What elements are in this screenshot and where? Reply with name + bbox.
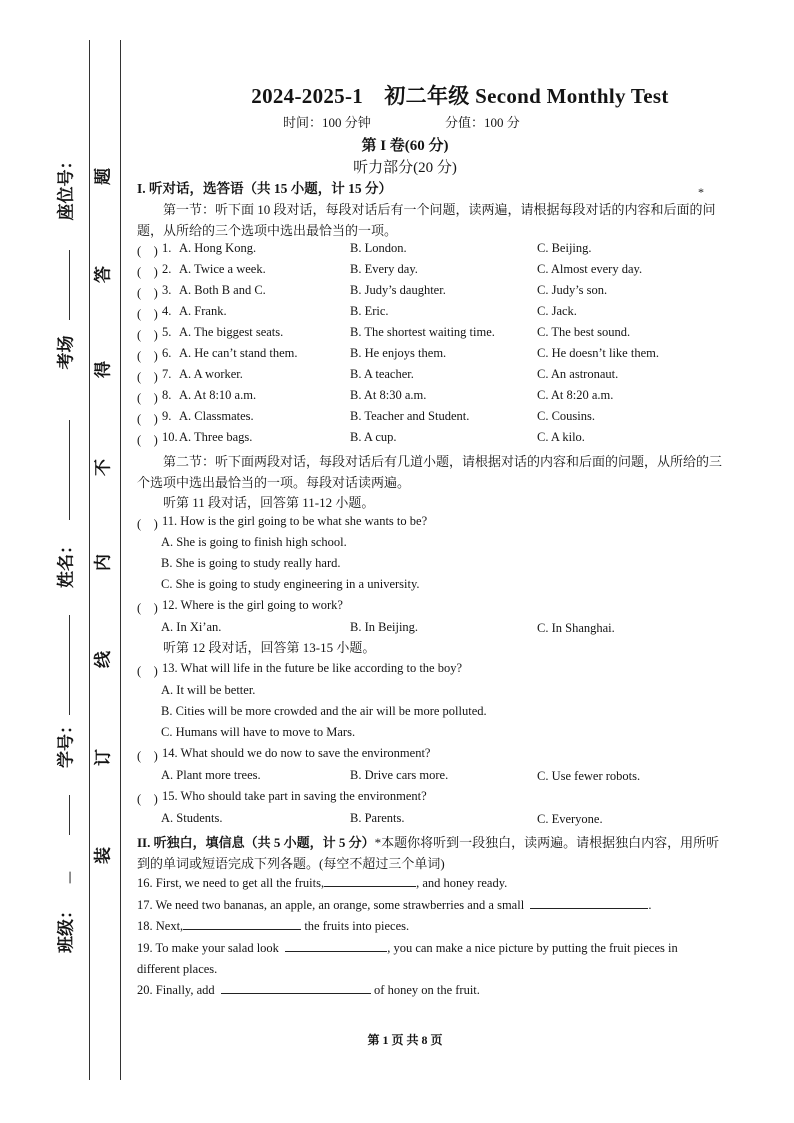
q14-option-a: A. Plant more trees. bbox=[161, 768, 261, 782]
section1-part2-instruction: 第二节：听下面两段对话，每段对话后有几道小题，请根据对话的内容和后面的问题，从所给的三个选项中选出最恰当的一项。每段对话读两遍。 bbox=[137, 454, 723, 490]
option-c: C. At 8:20 a.m. bbox=[537, 388, 614, 402]
answer-bracket[interactable]: ( ) bbox=[137, 792, 158, 806]
answer-blank[interactable] bbox=[530, 896, 648, 909]
answer-blank[interactable] bbox=[285, 939, 387, 952]
part-title: 第 I 卷(60 分) bbox=[361, 138, 449, 154]
answer-bracket[interactable]: ( ) bbox=[137, 307, 158, 321]
q15-option-b: B. Parents. bbox=[350, 811, 405, 825]
option-c: C. Almost every day. bbox=[537, 262, 643, 276]
question-number: 4. bbox=[162, 304, 172, 318]
q12-option-c: C. In Shanghai. bbox=[537, 621, 615, 635]
q13-option-b: B. Cities will be more crowded and the air will be more polluted. bbox=[161, 704, 487, 718]
option-b: B. A cup. bbox=[350, 430, 397, 444]
seal-char-da: 答 bbox=[93, 266, 114, 283]
option-a: A. He can’t stand them. bbox=[179, 346, 298, 360]
option-c: C. An astronaut. bbox=[537, 367, 619, 381]
binding-line-inner bbox=[120, 40, 121, 1080]
exam-title: 2024-2025-1 初二年级 Second Monthly Test bbox=[251, 84, 669, 108]
option-c: C. Judy’s son. bbox=[537, 283, 608, 297]
question-stem: 12. Where is the girl going to work? bbox=[162, 598, 343, 612]
answer-bracket[interactable]: ( ) bbox=[137, 349, 158, 363]
mcq-row bbox=[137, 346, 722, 367]
section1-part1-instruction: 第一节：听下面 10 段对话，每段对话后有一个问题，读两遍，请根据每段对话的内容和后面的问题，从所给的三个选项中选出最恰当的一项。 bbox=[137, 202, 716, 238]
q11-option-a: A. She is going to finish high school. bbox=[161, 535, 347, 549]
question-number: 2. bbox=[162, 262, 172, 276]
question-stem: 14. What should we do now to save the environment? bbox=[162, 746, 431, 760]
option-c: C. Cousins. bbox=[537, 409, 596, 423]
mcq-row bbox=[137, 304, 722, 325]
section2-heading: II. 听独白，填信息（共 5 小题，计 5 分） bbox=[137, 835, 375, 850]
option-c: C. Jack. bbox=[537, 304, 577, 318]
answer-bracket[interactable]: ( ) bbox=[137, 601, 158, 615]
exam-score: 分值：100 分 bbox=[445, 115, 520, 130]
q13-option-a: A. It will be better. bbox=[161, 683, 256, 697]
option-b: B. Teacher and Student. bbox=[350, 409, 470, 423]
q11-option-c: C. She is going to study engineering in a university. bbox=[161, 577, 420, 591]
mcq-row bbox=[137, 283, 722, 304]
option-a: A. A worker. bbox=[179, 367, 243, 381]
question-12 bbox=[137, 598, 722, 619]
mcq-row bbox=[137, 388, 722, 409]
mcq-row bbox=[137, 430, 722, 451]
fill-item-16: 16. First, we need to get all the fruits, , and honey ready. bbox=[137, 876, 508, 890]
question-number: 6. bbox=[162, 346, 172, 360]
seat-number-label: 座位号： bbox=[56, 152, 77, 221]
answer-bracket[interactable]: ( ) bbox=[137, 433, 158, 447]
option-b: B. Every day. bbox=[350, 262, 418, 276]
q11-option-b: B. She is going to study really hard. bbox=[161, 556, 341, 570]
option-a: A. Hong Kong. bbox=[179, 241, 257, 255]
id-blank-line bbox=[69, 795, 70, 835]
answer-bracket[interactable]: ( ) bbox=[137, 328, 158, 342]
q12-option-a: A. In Xi’an. bbox=[161, 620, 222, 634]
mcq-row bbox=[137, 367, 722, 388]
answer-bracket[interactable]: ( ) bbox=[137, 664, 158, 678]
answer-bracket[interactable]: ( ) bbox=[137, 265, 158, 279]
mcq-row bbox=[137, 262, 722, 283]
asterisk-mark: * bbox=[698, 185, 704, 199]
answer-bracket[interactable]: ( ) bbox=[137, 749, 158, 763]
q15-option-a: A. Students. bbox=[161, 811, 223, 825]
fill-item-17: 17. We need two bananas, an apple, an orange, some strawberries and a small . bbox=[137, 898, 652, 912]
question-number: 10. bbox=[162, 430, 178, 444]
seal-char-zhuang: 装 bbox=[93, 847, 114, 864]
option-c: C. A kilo. bbox=[537, 430, 585, 444]
seal-char-bu: 不 bbox=[93, 459, 114, 476]
question-stem: 13. What will life in the future be like according to the boy? bbox=[162, 661, 463, 675]
option-c: C. He doesn’t like them. bbox=[537, 346, 659, 360]
exam-time: 时间：100 分钟 bbox=[283, 115, 371, 130]
question-number: 3. bbox=[162, 283, 172, 297]
option-a: A. Classmates. bbox=[179, 409, 254, 423]
option-c: C. The best sound. bbox=[537, 325, 631, 339]
seal-char-nei: 内 bbox=[93, 554, 114, 571]
q14-option-c: C. Use fewer robots. bbox=[537, 769, 641, 783]
question-number: 9. bbox=[162, 409, 172, 423]
mcq-row bbox=[137, 325, 722, 346]
q15-option-c: C. Everyone. bbox=[537, 812, 603, 826]
option-a: A. The biggest seats. bbox=[179, 325, 284, 339]
option-a: A. Twice a week. bbox=[179, 262, 266, 276]
option-b: B. Eric. bbox=[350, 304, 389, 318]
answer-blank[interactable] bbox=[183, 917, 301, 930]
name-blank-line bbox=[69, 615, 70, 715]
question-number: 7. bbox=[162, 367, 172, 381]
page-number: 第 1 页 共 8 页 bbox=[367, 1033, 443, 1047]
question-number: 8. bbox=[162, 388, 172, 402]
question-number: 1. bbox=[162, 241, 172, 255]
option-b: B. At 8:30 a.m. bbox=[350, 388, 427, 402]
seal-char-xian: 线 bbox=[93, 651, 114, 668]
mcq-row bbox=[137, 409, 722, 430]
mcq-row bbox=[137, 241, 722, 262]
question-15 bbox=[137, 789, 722, 810]
fill-item-18: 18. Next, the fruits into pieces. bbox=[137, 919, 410, 933]
section2-intro bbox=[137, 832, 722, 874]
dialog12-intro: 听第 12 段对话，回答第 13-15 小题。 bbox=[163, 640, 376, 655]
seal-char-de: 得 bbox=[93, 361, 114, 378]
q14-option-b: B. Drive cars more. bbox=[350, 768, 449, 782]
dash-mark: — bbox=[62, 871, 78, 884]
answer-bracket[interactable]: ( ) bbox=[137, 517, 158, 531]
section1-heading: I. 听对话，选答语（共 15 小题，计 15 分） bbox=[137, 181, 393, 196]
question-stem: 11. How is the girl going to be what she wants to be? bbox=[162, 514, 428, 528]
answer-bracket[interactable]: ( ) bbox=[137, 412, 158, 426]
option-b: B. The shortest waiting time. bbox=[350, 325, 495, 339]
answer-bracket[interactable]: ( ) bbox=[137, 286, 158, 300]
option-a: A. At 8:10 a.m. bbox=[179, 388, 257, 402]
answer-bracket[interactable]: ( ) bbox=[137, 370, 158, 384]
seat-blank-line bbox=[69, 250, 70, 320]
answer-bracket[interactable]: ( ) bbox=[137, 391, 158, 405]
question-stem: 15. Who should take part in saving the environment? bbox=[162, 789, 427, 803]
answer-blank[interactable] bbox=[221, 981, 371, 994]
option-a: A. Three bags. bbox=[179, 430, 253, 444]
option-b: B. London. bbox=[350, 241, 407, 255]
q13-option-c: C. Humans will have to move to Mars. bbox=[161, 725, 356, 739]
seal-char-ti: 题 bbox=[93, 168, 114, 185]
fill-item-20: 20. Finally, add of honey on the fruit. bbox=[137, 983, 480, 997]
student-id-label: 学号： bbox=[56, 717, 77, 768]
option-b: B. He enjoys them. bbox=[350, 346, 447, 360]
exam-room-label: 考场 bbox=[56, 335, 77, 370]
option-a: A. Frank. bbox=[179, 304, 227, 318]
name-label: 姓名： bbox=[56, 537, 77, 588]
option-a: A. Both B and C. bbox=[179, 283, 266, 297]
option-b: B. A teacher. bbox=[350, 367, 414, 381]
seal-char-ding: 订 bbox=[93, 749, 114, 766]
fill-item-19: 19. To make your salad look , you can make a nice picture by putting the fruit pieces in different places. bbox=[137, 941, 678, 976]
option-b: B. Judy’s daughter. bbox=[350, 283, 446, 297]
q12-option-b: B. In Beijing. bbox=[350, 620, 419, 634]
part-subtitle: 听力部分(20 分) bbox=[353, 160, 457, 176]
class-label: 班级： bbox=[56, 902, 77, 953]
question-number: 5. bbox=[162, 325, 172, 339]
dialog11-intro: 听第 11 段对话，回答第 11-12 小题。 bbox=[163, 495, 375, 510]
answer-blank[interactable] bbox=[324, 874, 416, 887]
answer-bracket[interactable]: ( ) bbox=[137, 244, 158, 258]
question-11 bbox=[137, 514, 722, 535]
section2-instruction: *本题你将听到一段独白，读两遍。请根据独白内容，用所听到的单词或短语完成下列各题。(每空不超过三个单词) bbox=[137, 835, 720, 871]
room-blank-line bbox=[69, 420, 70, 520]
option-c: C. Beijing. bbox=[537, 241, 592, 255]
question-13 bbox=[137, 661, 722, 682]
question-14 bbox=[137, 746, 722, 767]
